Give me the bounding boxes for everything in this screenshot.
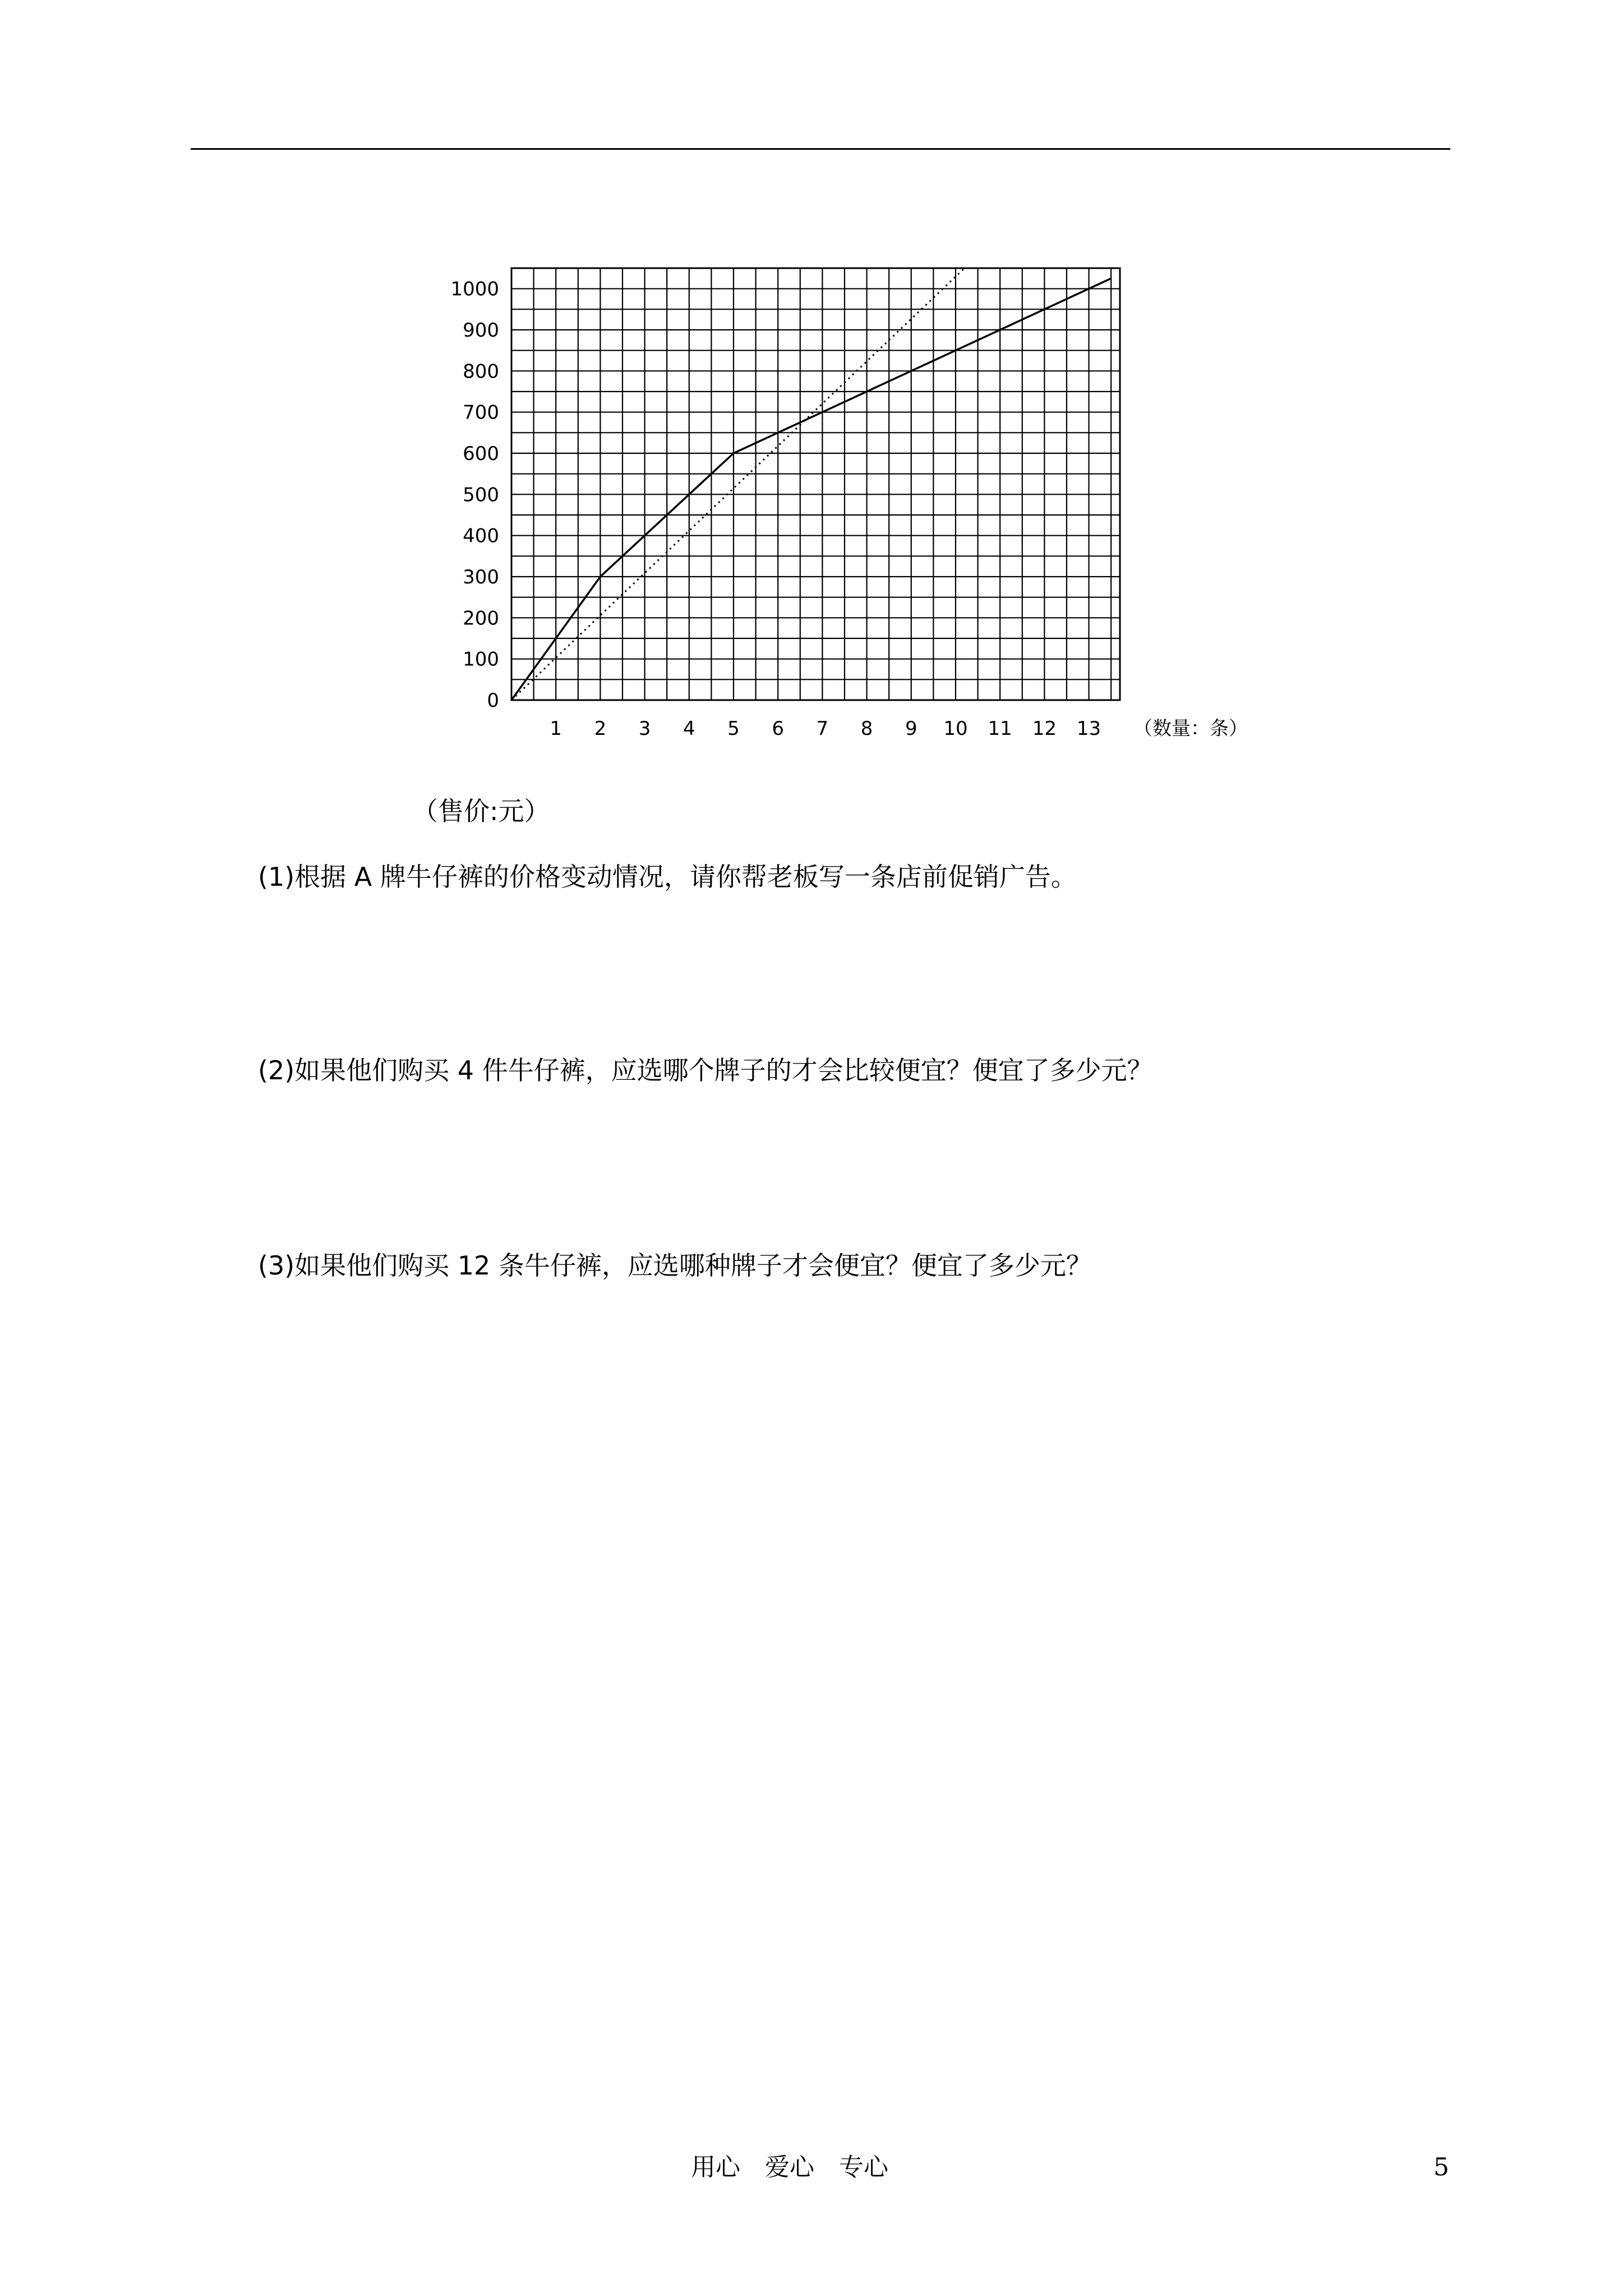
x-tick-label: 10 <box>943 717 968 740</box>
y-axis-label: （售价:元） <box>412 796 550 826</box>
x-tick-label: 12 <box>1032 717 1057 740</box>
y-tick-label: 100 <box>463 648 499 671</box>
y-tick-label: 600 <box>463 443 499 465</box>
y-tick-label: 500 <box>463 484 499 507</box>
x-tick-label: 4 <box>683 717 695 740</box>
y-tick-label: 400 <box>463 524 499 547</box>
y-tick-label: 900 <box>463 319 499 342</box>
question-3: (3)如果他们购买 12 条牛仔裤，应选哪种牌子才会便宜？便宜了多少元？ <box>258 1250 1092 1281</box>
x-tick-label: 8 <box>860 717 873 740</box>
y-tick-label: 700 <box>463 401 499 424</box>
y-tick-label: 0 <box>487 689 499 712</box>
y-tick-label: 800 <box>463 360 499 383</box>
y-tick-label: 1000 <box>450 278 499 301</box>
question-2: (2)如果他们购买 4 件牛仔裤，应选哪个牌子的才会比较便宜？便宜了多少元？ <box>258 1055 1153 1085</box>
x-axis-label: （数量：条） <box>1133 717 1248 740</box>
series-line-solid <box>511 278 1111 700</box>
price-chart-svg <box>426 247 1290 752</box>
x-tick-label: 3 <box>638 717 651 740</box>
y-tick-label: 200 <box>463 607 499 630</box>
x-tick-label: 2 <box>594 717 607 740</box>
question-1: (1)根据 A 牌牛仔裤的价格变动情况，请你帮老板写一条店前促销广告。 <box>258 862 1077 892</box>
x-tick-label: 11 <box>988 717 1012 740</box>
footer-motto: 用心 爱心 专心 <box>691 2153 888 2182</box>
series-line-dotted <box>511 268 965 700</box>
page-number: 5 <box>1433 2153 1449 2182</box>
x-tick-label: 1 <box>550 717 562 740</box>
y-tick-label: 300 <box>463 566 499 588</box>
x-tick-label: 6 <box>772 717 785 740</box>
price-chart <box>426 247 1290 752</box>
x-tick-label: 7 <box>816 717 829 740</box>
plot-frame <box>511 268 1120 700</box>
x-tick-label: 5 <box>727 717 740 740</box>
header-rule <box>191 148 1450 150</box>
x-tick-label: 9 <box>905 717 917 740</box>
x-tick-label: 13 <box>1076 717 1101 740</box>
